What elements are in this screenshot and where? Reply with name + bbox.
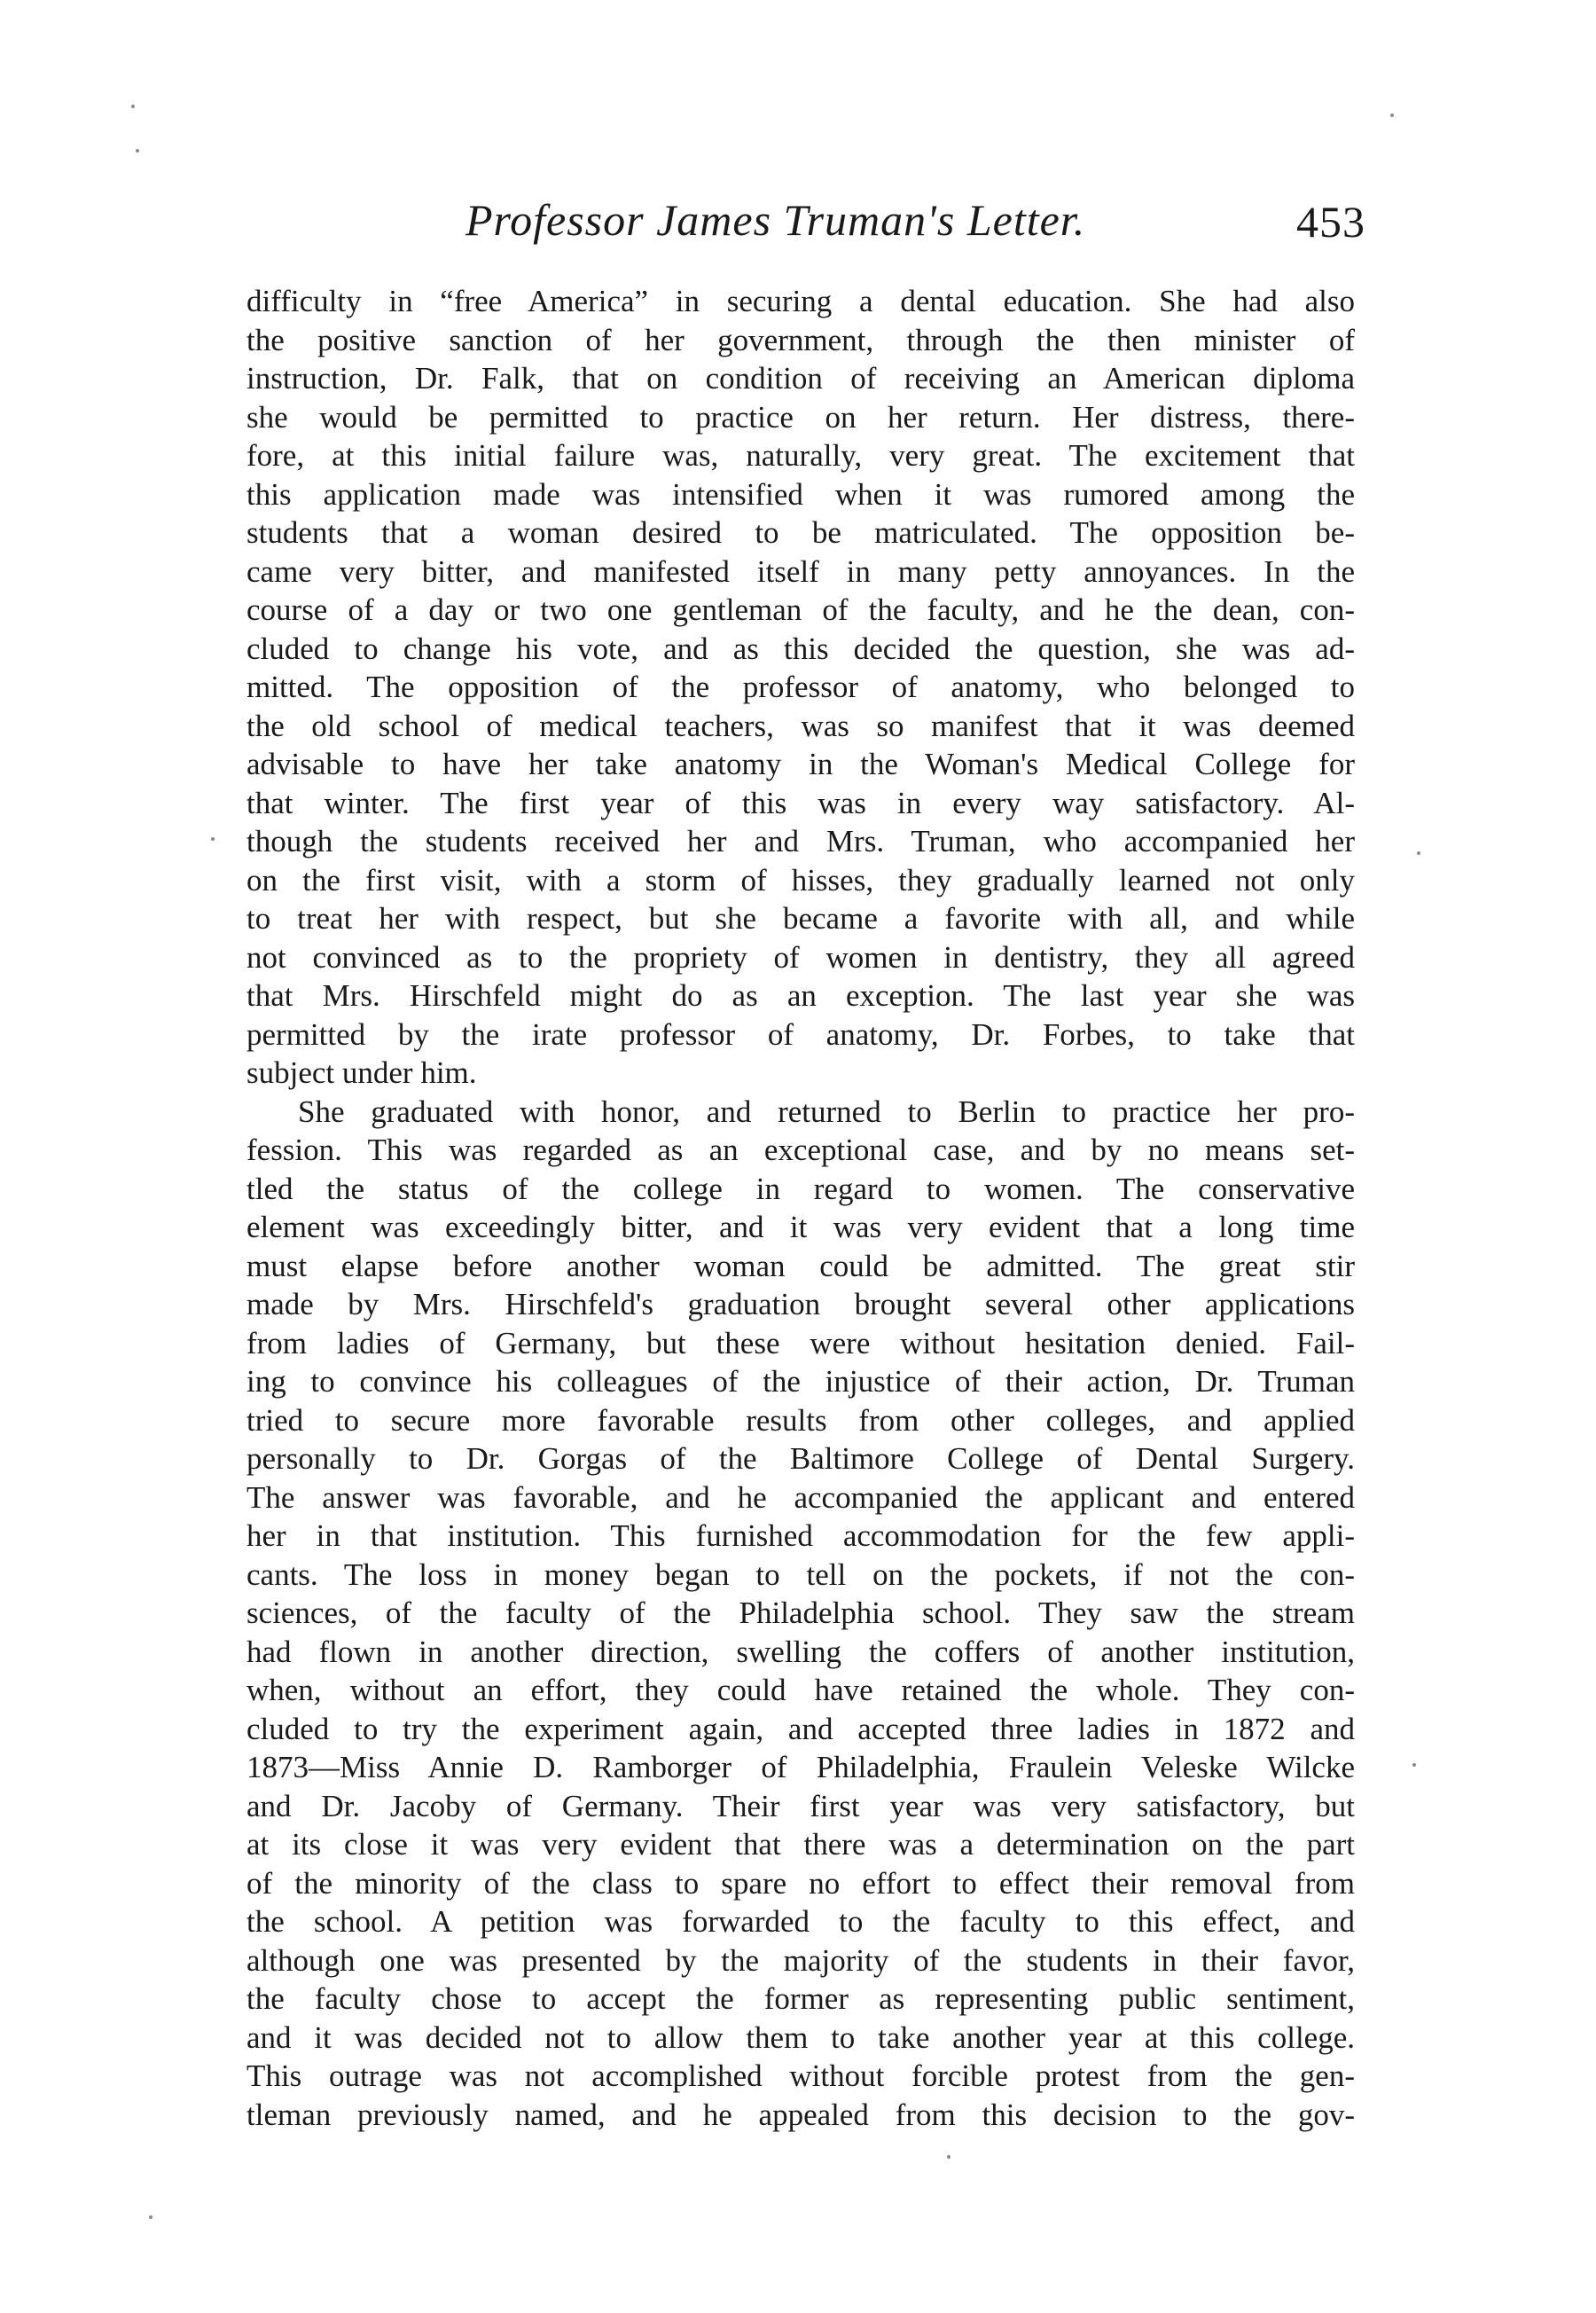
text-line: the faculty chose to accept the former as representing public sentiment, (246, 1981, 1355, 2016)
text-line: fession. This was regarded as an exceptional case, and by no means set- (246, 1133, 1355, 1167)
text-line: element was exceedingly bitter, and it was very evident that a long time (246, 1210, 1355, 1244)
text-line: students that a woman desired to be matriculated. The opposition be- (246, 515, 1355, 550)
text-line: cluded to try the experiment again, and accepted three ladies in 1872 and (246, 1711, 1355, 1746)
text-line: cluded to change his vote, and as this decided the question, she was ad- (246, 631, 1355, 666)
text-line: subject under him. (246, 1055, 477, 1090)
text-line: this application made was intensified when it was rumored among the (246, 476, 1355, 512)
body-text (246, 282, 1355, 2134)
text-line: sciences, of the faculty of the Philadelphia school. They saw the stream (246, 1596, 1355, 1630)
text-line: the school. A petition was forwarded to the faculty to this effect, and (246, 1904, 1355, 1939)
text-line: permitted by the irate professor of anatomy, Dr. Forbes, to take that (246, 1016, 1355, 1052)
text-line: She graduated with honor, and returned to Berlin to practice her pro- (298, 1094, 1355, 1129)
text-line: not convinced as to the propriety of women in dentistry, they all agreed (246, 939, 1355, 975)
scan-speck (1417, 851, 1420, 855)
text-line: came very bitter, and manifested itself in many petty annoyances. In the (246, 553, 1355, 589)
scan-speck (947, 2155, 951, 2159)
text-line: and it was decided not to allow them to take another year at this college. (246, 2019, 1355, 2055)
running-head (246, 193, 1365, 255)
text-line: fore, at this initial failure was, naturally, very great. The excitement that (246, 438, 1355, 473)
text-line: cants. The loss in money began to tell on the pockets, if not the con- (246, 1556, 1355, 1592)
text-line: that Mrs. Hirschfeld might do as an exception. The last year she was (246, 978, 1355, 1013)
text-line: mitted. The opposition of the professor of anatomy, who belonged to (246, 670, 1355, 704)
text-line: The answer was favorable, and he accompanied the applicant and entered (246, 1479, 1355, 1515)
paragraph-1 (246, 282, 1355, 1093)
text-line: 1873—Miss Annie D. Ramborger of Philadelphia, Fraulein Veleske Wilcke (246, 1750, 1355, 1784)
text-line: the old school of medical teachers, was so manifest that it was deemed (246, 708, 1355, 743)
scan-speck (1390, 114, 1394, 117)
text-line: although one was presented by the majority of the students in their favor, (246, 1942, 1355, 1978)
text-line: course of a day or two one gentleman of the faculty, and he the dean, con- (246, 592, 1355, 627)
running-title: Professor James Truman's Letter. (466, 195, 1086, 245)
text-line: of the minority of the class to spare no effort to effect their removal from (246, 1865, 1355, 1901)
text-line: personally to Dr. Gorgas of the Baltimore College of Dental Surgery. (246, 1441, 1355, 1476)
text-line: on the first visit, with a storm of hisses, they gradually learned not only (246, 862, 1355, 898)
text-line: instruction, Dr. Falk, that on condition of receiving an American diploma (246, 361, 1355, 396)
text-line: had flown in another direction, swelling the coffers of another institution, (246, 1634, 1355, 1669)
text-line: her in that institution. This furnished accommodation for the few appli- (246, 1518, 1355, 1553)
text-line: tried to secure more favorable results from other colleges, and applied (246, 1402, 1355, 1438)
scan-speck (211, 837, 215, 841)
page-number: 453 (1296, 197, 1365, 247)
scan-speck (149, 2215, 153, 2219)
text-line: at its close it was very evident that there was a determination on the part (246, 1827, 1355, 1862)
scan-speck (131, 105, 135, 108)
text-line: to treat her with respect, but she became a favorite with all, and while (246, 901, 1355, 936)
scan-speck (1412, 1763, 1416, 1767)
text-line: must elapse before another woman could be admitted. The great stir (246, 1248, 1355, 1283)
text-line: though the students received her and Mrs. Truman, who accompanied her (246, 824, 1355, 859)
text-line: from ladies of Germany, but these were without hesitation denied. Fail- (246, 1325, 1355, 1360)
text-line: when, without an effort, they could have retained the whole. They con- (246, 1673, 1355, 1707)
scan-speck (136, 149, 139, 153)
text-line: she would be permitted to practice on her return. Her distress, there- (246, 399, 1355, 435)
text-line: advisable to have her take anatomy in the Woman's Medical College for (246, 747, 1355, 781)
text-line: the positive sanction of her government, through the then minister of (246, 322, 1355, 357)
text-line: tleman previously named, and he appealed from this decision to the gov- (246, 2097, 1355, 2132)
text-line: made by Mrs. Hirschfeld's graduation brought several other applications (246, 1287, 1355, 1321)
text-line: difficulty in “free America” in securing a dental education. She had also (246, 284, 1355, 318)
text-line: ing to convince his colleagues of the injustice of their action, Dr. Truman (246, 1364, 1355, 1399)
text-line: tled the status of the college in regard to women. The conservative (246, 1171, 1355, 1206)
text-line: This outrage was not accomplished without forcible protest from the gen- (246, 2058, 1355, 2093)
text-line: and Dr. Jacoby of Germany. Their first year was very satisfactory, but (246, 1788, 1355, 1823)
text-line: that winter. The first year of this was in every way satisfactory. Al- (246, 785, 1355, 820)
paragraph-2 (246, 1093, 1355, 2135)
